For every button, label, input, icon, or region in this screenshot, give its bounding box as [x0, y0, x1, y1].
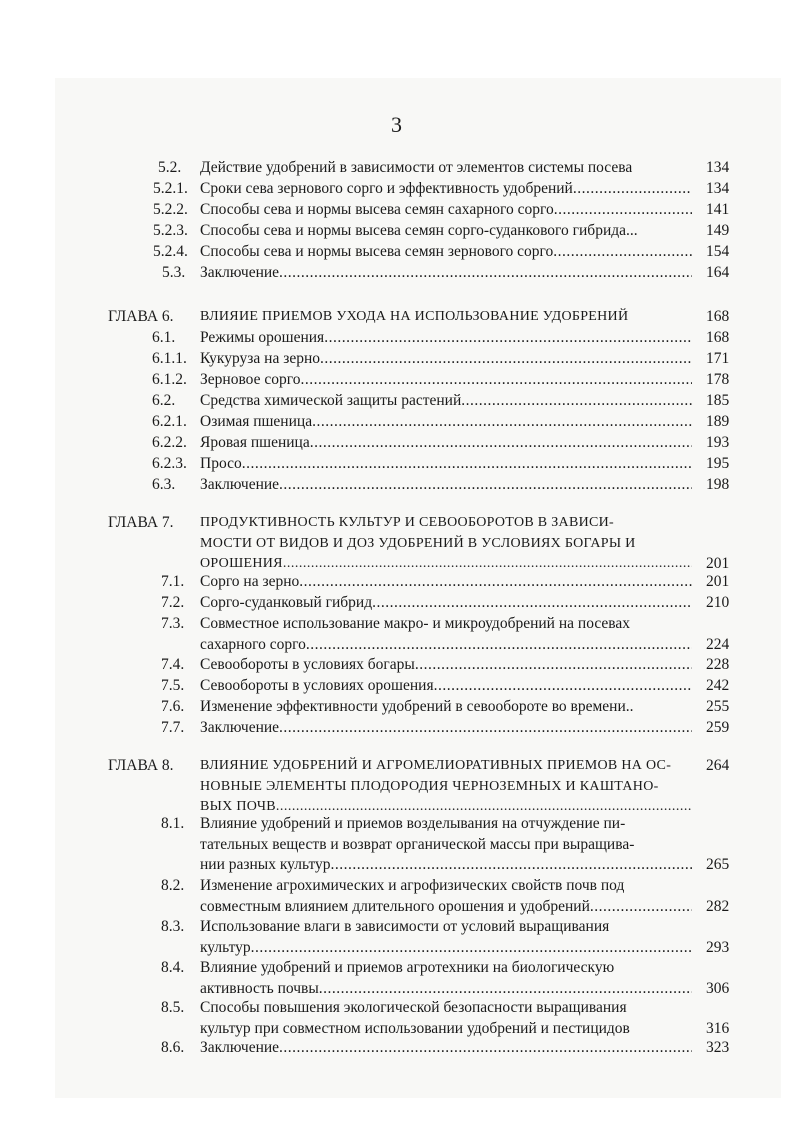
section-number: 8.2.	[161, 877, 185, 894]
toc-entry	[0, 475, 793, 496]
entry-title	[200, 200, 692, 221]
entry-title	[200, 242, 692, 263]
section-number: 8.4.	[161, 959, 185, 976]
entry-title-line: Заключение	[200, 264, 280, 281]
entry-title-line: Изменение эффективности удобрений в севообороте во времени..	[200, 698, 634, 715]
page-ref: 195	[706, 455, 730, 472]
entry-title-line: МОСТИ ОТ ВИДОВ И ДОЗ УДОБРЕНИЙ В УСЛОВИЯХ БОГАРЫ И	[200, 535, 636, 551]
toc-entry	[0, 391, 793, 412]
section-number: 7.3.	[161, 615, 185, 632]
section-number: 6.2.2.	[152, 434, 187, 451]
section-number: 6.3.	[152, 476, 176, 493]
toc-entry	[0, 200, 793, 221]
toc-entry	[0, 433, 793, 454]
toc-entry	[0, 718, 793, 739]
dot-leader	[324, 328, 692, 349]
dot-leader	[306, 635, 692, 656]
section-number: 7.1.	[161, 573, 185, 590]
entry-title-line: ВЛИЯНИЕ УДОБРЕНИЙ И АГРОМЕЛИОРАТИВНЫХ ПРИЕМОВ НА ОС-	[200, 758, 672, 773]
toc-entry	[0, 158, 793, 179]
entry-title-line: ПРОДУКТИВНОСТЬ КУЛЬТУР И СЕВООБОРОТОВ В ЗАВИСИ-	[200, 515, 615, 530]
section-number: 5.2.3.	[153, 222, 188, 239]
entry-title	[200, 307, 692, 328]
entry-title	[200, 221, 692, 242]
chapter-label: ГЛАВА 7.	[108, 514, 174, 531]
toc-entry	[0, 349, 793, 370]
entry-title-line: Просо	[200, 455, 242, 472]
entry-title-line: Использование влаги в зависимости от условий выращивания	[200, 918, 610, 935]
dot-leader	[279, 263, 692, 284]
entry-title-line: активность почвы	[200, 979, 319, 997]
entry-title-line: Совместное использование макро- и микроудобрений на посевах	[200, 615, 631, 632]
entry-title	[200, 513, 692, 575]
entry-title-line: ВЫХ ПОЧВ	[200, 799, 276, 814]
entry-title-line: культур	[200, 938, 251, 956]
entry-title	[200, 998, 692, 1039]
page-ref: 306	[706, 979, 730, 997]
entry-title-line: Способы сева и нормы высева семян зернового сорго	[200, 243, 554, 260]
page-ref: 201	[706, 573, 730, 590]
entry-title-line: Сроки сева зернового сорго и эффективность удобрений	[200, 180, 573, 197]
toc-entry	[0, 221, 793, 242]
section-number: 6.2.3.	[152, 455, 187, 472]
dot-leader	[415, 655, 692, 676]
toc-entry	[0, 454, 793, 475]
entry-title	[200, 614, 692, 655]
entry-title	[200, 475, 692, 496]
page-ref: 193	[706, 434, 730, 451]
chapter-label: ГЛАВА 6.	[108, 308, 174, 325]
dot-leader	[320, 349, 692, 370]
entry-title-line: совместным влиянием длительного орошения и удобрений	[200, 897, 590, 915]
section-number: 5.2.	[158, 159, 182, 176]
toc-chapter	[0, 513, 793, 575]
toc-entry	[0, 572, 793, 593]
entry-title	[200, 876, 692, 917]
entry-title-line: Способы повышения экологической безопасности выращивания	[200, 999, 627, 1016]
entry-title-line: Озимая пшеница	[200, 413, 313, 430]
entry-title-line: НОВНЫЕ ЭЛЕМЕНТЫ ПЛОДОРОДИЯ ЧЕРНОЗЕМНЫХ И КАШТАНО-	[200, 778, 659, 794]
section-number: 7.2.	[161, 594, 185, 611]
page-ref: 164	[706, 264, 730, 281]
page-ref: 265	[706, 856, 730, 873]
page-ref: 154	[706, 243, 730, 260]
dot-leader	[242, 454, 692, 475]
page-ref: 178	[706, 371, 730, 388]
entry-title	[200, 917, 692, 958]
section-number: 8.6.	[161, 1039, 185, 1056]
entry-title-line: сахарного сорго	[200, 635, 306, 653]
toc-entry	[0, 697, 793, 718]
toc-entry	[0, 412, 793, 433]
entry-title-line: Способы сева и нормы высева семян сорго-суданкового гибрида...	[200, 222, 638, 239]
entry-title-line: Заключение	[200, 719, 280, 736]
toc-entry	[0, 917, 793, 958]
page-ref: 259	[706, 719, 730, 736]
entry-title-line: Изменение агрохимических и агрофизических свойств почв под	[200, 877, 625, 894]
entry-title-line: Севообороты в условиях орошения	[200, 677, 434, 694]
toc-entry	[0, 593, 793, 614]
entry-title-line: Режимы орошения	[200, 329, 325, 346]
entry-title	[200, 263, 692, 284]
page-ref: 134	[706, 180, 730, 197]
entry-title-line: Средства химической защиты растений	[200, 392, 462, 409]
dot-leader	[279, 718, 692, 739]
toc-chapter	[0, 756, 793, 818]
page-ref: 149	[706, 222, 730, 239]
section-number: 5.2.2.	[153, 201, 188, 218]
toc-chapter	[0, 307, 793, 328]
dot-leader	[310, 433, 692, 454]
dot-leader	[299, 572, 692, 593]
toc-entry	[0, 370, 793, 391]
dot-leader	[590, 897, 692, 918]
entry-title-line: Заключение	[200, 476, 280, 493]
dot-leader	[434, 676, 692, 697]
page-number: 3	[391, 112, 402, 137]
section-number: 8.1.	[161, 815, 185, 832]
section-number: 6.2.1.	[152, 413, 187, 430]
page-ref: 198	[706, 476, 730, 493]
toc-entry	[0, 242, 793, 263]
dot-leader	[372, 593, 692, 614]
dot-leader	[251, 938, 692, 959]
entry-title-line: Способы сева и нормы высева семян сахарного сорго	[200, 201, 554, 218]
entry-title	[200, 593, 692, 614]
entry-title-line: Зерновое сорго	[200, 371, 301, 388]
toc-entry	[0, 179, 793, 200]
section-number: 8.5.	[161, 999, 185, 1016]
page-ref: 210	[706, 594, 730, 611]
toc-entry	[0, 814, 793, 876]
entry-title	[200, 433, 692, 454]
entry-title-line: Влияние удобрений и приемов агротехники на биологическую	[200, 959, 615, 976]
page-ref: 201	[706, 555, 730, 572]
page-ref: 224	[706, 635, 730, 653]
entry-title-line: ОРОШЕНИЯ	[200, 556, 283, 571]
entry-title-line: тательных веществ и возврат органической массы при выращива-	[200, 835, 635, 853]
entry-title	[200, 158, 692, 179]
entry-title	[200, 958, 692, 999]
section-number: 7.5.	[161, 677, 185, 694]
dot-leader	[331, 855, 692, 876]
entry-title-line: культур при совместном использовании удобрений и пестицидов	[200, 1019, 630, 1037]
entry-title-line: Заключение	[200, 1039, 280, 1056]
entry-title	[200, 179, 692, 200]
section-number: 6.2.	[152, 392, 176, 409]
toc-entry	[0, 263, 793, 284]
entry-title	[200, 454, 692, 475]
entry-title-line: Кукуруза на зерно	[200, 350, 321, 367]
dot-leader	[300, 370, 692, 391]
section-number: 5.2.4.	[153, 243, 188, 260]
section-number: 7.7.	[161, 719, 185, 736]
toc-entry	[0, 958, 793, 999]
section-number: 7.4.	[161, 656, 185, 673]
page-ref: 168	[706, 329, 730, 346]
entry-title	[200, 697, 692, 718]
entry-title	[200, 328, 692, 349]
section-number: 7.6.	[161, 698, 185, 715]
dot-leader	[554, 200, 692, 221]
section-number: 8.3.	[161, 918, 185, 935]
toc-entry	[0, 655, 793, 676]
entry-title-line: Действие удобрений в зависимости от элементов системы посева	[200, 159, 633, 176]
page-ref: 323	[706, 1039, 730, 1056]
entry-title	[200, 572, 692, 593]
page-ref: 282	[706, 897, 730, 915]
page-ref: 264	[706, 757, 730, 774]
page-ref: 171	[706, 350, 730, 367]
page-ref: 293	[706, 938, 730, 956]
dot-leader	[573, 179, 692, 200]
section-number: 5.2.1.	[153, 180, 188, 197]
toc-entry	[0, 328, 793, 349]
page-ref: 316	[706, 1019, 730, 1037]
toc-entry	[0, 676, 793, 697]
entry-title	[200, 412, 692, 433]
entry-title-line: Сорго-суданковый гибрид	[200, 594, 373, 611]
dot-leader	[312, 412, 692, 433]
page-ref: 168	[706, 308, 730, 325]
entry-title	[200, 814, 692, 876]
entry-title	[200, 756, 692, 818]
toc-entry	[0, 1038, 793, 1059]
entry-title	[200, 655, 692, 676]
page-ref: 255	[706, 698, 730, 715]
entry-title	[200, 1038, 692, 1059]
entry-title-line: Влияние удобрений и приемов возделывания на отчуждение пи-	[200, 815, 626, 832]
section-number: 5.3.	[162, 264, 186, 281]
page-ref: 242	[706, 677, 730, 694]
dot-leader	[319, 979, 692, 1000]
toc-entry	[0, 876, 793, 917]
toc-entry	[0, 614, 793, 655]
entry-title	[200, 349, 692, 370]
entry-title-line: Севообороты в условиях богары	[200, 656, 415, 673]
page-ref: 228	[706, 656, 730, 673]
page-ref: 185	[706, 392, 730, 409]
entry-title-line: нии разных культур	[200, 856, 331, 873]
toc-entry	[0, 998, 793, 1039]
section-number: 6.1.1.	[152, 350, 187, 367]
section-number: 6.1.	[152, 329, 176, 346]
entry-title	[200, 676, 692, 697]
dot-leader	[461, 391, 692, 412]
entry-title	[200, 391, 692, 412]
section-number: 6.1.2.	[152, 371, 187, 388]
entry-title-line: Яровая пшеница	[200, 434, 310, 451]
entry-title	[200, 370, 692, 391]
dot-leader	[279, 1038, 692, 1059]
entry-title-line: Сорго на зерно	[200, 573, 300, 590]
dot-leader	[279, 475, 692, 496]
chapter-label: ГЛАВА 8.	[108, 757, 174, 774]
page-ref: 189	[706, 413, 730, 430]
dot-leader	[553, 242, 692, 263]
entry-title-line: ВЛИЯИЕ ПРИЕМОВ УХОДА НА ИСПОЛЬЗОВАНИЕ УДОБРЕНИЙ	[200, 309, 629, 324]
page-ref: 134	[706, 159, 730, 176]
page-ref: 141	[706, 201, 730, 218]
entry-title	[200, 718, 692, 739]
